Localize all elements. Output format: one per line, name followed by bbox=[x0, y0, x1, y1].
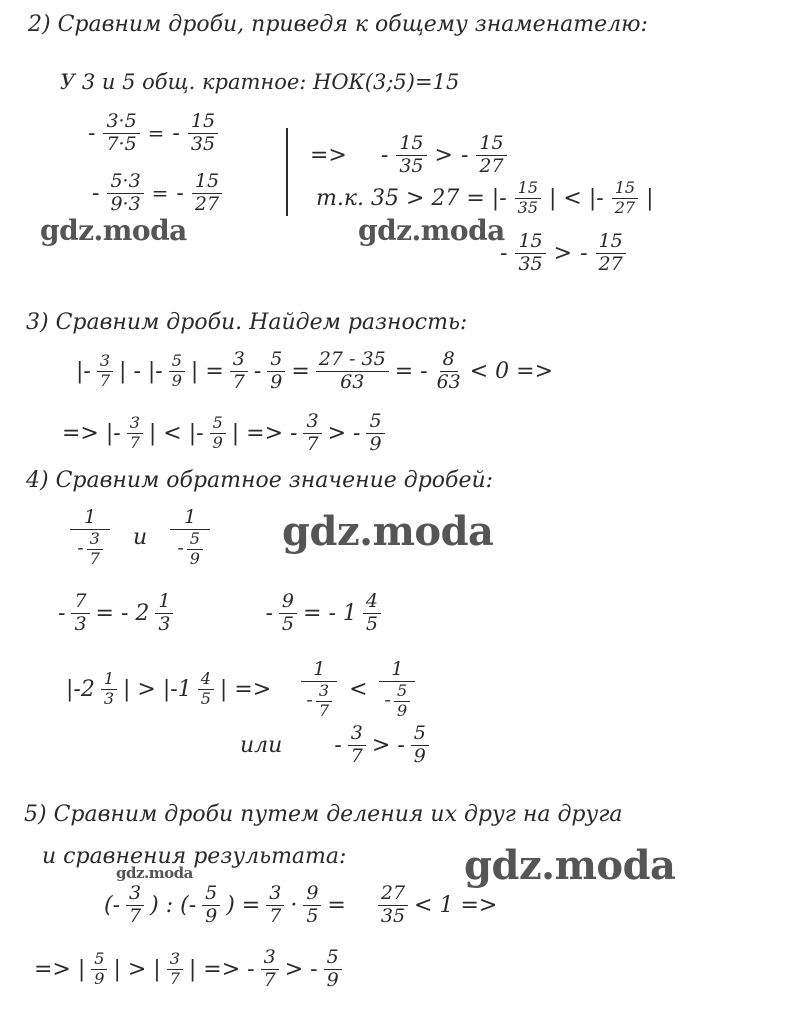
fraction bbox=[103, 112, 139, 155]
text: - bbox=[77, 537, 84, 560]
text: < 1 => bbox=[414, 892, 498, 918]
s4-eq-1 bbox=[70, 508, 210, 568]
numerator: 1 bbox=[155, 592, 173, 614]
numerator: 15 bbox=[396, 134, 426, 156]
numerator: 3 bbox=[303, 412, 321, 434]
fraction bbox=[394, 680, 410, 720]
denominator: 9 bbox=[270, 370, 283, 393]
text: |-2 bbox=[66, 677, 95, 703]
denominator: 5 bbox=[365, 612, 378, 635]
denominator: 5 bbox=[281, 612, 295, 635]
denominator: 7 bbox=[306, 432, 319, 455]
fraction bbox=[515, 232, 545, 275]
denominator: 7 bbox=[99, 370, 111, 390]
fraction bbox=[316, 680, 332, 720]
text: т.к. 35 > 27 = |- bbox=[316, 185, 507, 211]
numerator: 15 bbox=[515, 232, 545, 254]
numerator: 1 bbox=[70, 508, 110, 530]
numerator: 9 bbox=[303, 884, 321, 906]
denominator: 7 bbox=[89, 548, 100, 568]
denominator: 9 bbox=[94, 968, 105, 988]
fraction bbox=[303, 412, 321, 455]
fraction bbox=[596, 232, 626, 275]
fraction bbox=[107, 172, 143, 215]
section-2-heading: 2) Сравним дроби, приведя к общему знаменателю: bbox=[28, 12, 648, 37]
text: | > |-1 bbox=[123, 677, 192, 703]
denominator bbox=[303, 682, 335, 720]
fraction bbox=[348, 724, 366, 767]
text: - bbox=[92, 180, 100, 206]
numerator: 4 bbox=[363, 592, 381, 614]
denominator: 9 bbox=[326, 968, 339, 991]
numerator: 15 bbox=[188, 112, 218, 134]
fraction bbox=[476, 134, 506, 177]
numerator: 5 bbox=[366, 412, 384, 434]
denominator: 63 bbox=[436, 370, 461, 393]
text: - bbox=[580, 240, 588, 266]
s4-eq-3 bbox=[66, 660, 415, 720]
fraction bbox=[192, 172, 222, 215]
text: ) : (- bbox=[150, 892, 197, 918]
numerator: 3 bbox=[261, 948, 279, 970]
text: < 0 => bbox=[469, 358, 554, 384]
denominator: 27 bbox=[614, 197, 636, 217]
numerator: 3·5 bbox=[103, 112, 139, 134]
s2-eq-b bbox=[92, 172, 222, 215]
denominator: 9 bbox=[189, 548, 200, 568]
fraction bbox=[266, 884, 284, 927]
denominator: 9 bbox=[212, 432, 223, 452]
fraction bbox=[279, 592, 297, 635]
fraction bbox=[324, 948, 342, 991]
text: > bbox=[434, 142, 453, 168]
text: - bbox=[384, 689, 391, 712]
denominator: 9 bbox=[369, 432, 382, 455]
denominator: 27 bbox=[479, 154, 504, 177]
numerator: 3 bbox=[230, 350, 248, 372]
text: - bbox=[380, 142, 389, 168]
watermark: gdz.moda bbox=[358, 214, 505, 247]
denominator: 27 bbox=[194, 192, 220, 215]
text: - bbox=[58, 600, 66, 626]
text: > - bbox=[284, 956, 318, 982]
fraction bbox=[379, 660, 415, 720]
s2-eq-d bbox=[316, 180, 653, 217]
watermark: gdz.moda bbox=[116, 864, 193, 882]
numerator: 5 bbox=[411, 724, 429, 746]
section-2-lcm: У 3 и 5 общ. кратное: НОК(3;5)=15 bbox=[60, 70, 460, 94]
numerator: 1 bbox=[101, 671, 117, 690]
numerator: 5 bbox=[324, 948, 342, 970]
denominator: 35 bbox=[399, 154, 424, 177]
denominator: 35 bbox=[380, 904, 406, 927]
denominator: 9·3 bbox=[110, 192, 141, 215]
numerator: 27 bbox=[378, 884, 408, 906]
fraction bbox=[303, 884, 321, 927]
text: = - bbox=[394, 358, 428, 384]
fraction bbox=[301, 660, 337, 720]
fraction bbox=[187, 528, 203, 568]
fraction bbox=[434, 350, 464, 393]
text: > - bbox=[371, 732, 405, 758]
denominator: 7 bbox=[269, 904, 282, 927]
s2-eq-a bbox=[88, 112, 218, 155]
numerator: 7 bbox=[71, 592, 89, 614]
denominator: 5 bbox=[306, 904, 319, 927]
numerator: 3 bbox=[126, 884, 144, 906]
denominator: 9 bbox=[396, 700, 408, 720]
s2-eq-e bbox=[500, 232, 626, 275]
text: и bbox=[133, 525, 148, 551]
text: - bbox=[253, 358, 262, 384]
watermark: gdz.moda bbox=[40, 214, 187, 247]
text: | => bbox=[219, 677, 272, 703]
numerator: 3 bbox=[127, 415, 143, 434]
text: (- bbox=[104, 892, 121, 918]
denominator: 7 bbox=[263, 968, 276, 991]
fraction bbox=[155, 592, 173, 635]
numerator: 3 bbox=[316, 683, 332, 702]
s5-eq-2 bbox=[34, 948, 342, 991]
fraction bbox=[169, 353, 185, 390]
denominator: 63 bbox=[340, 370, 365, 393]
denominator: 3 bbox=[74, 612, 87, 635]
fraction bbox=[202, 884, 220, 927]
denominator: 3 bbox=[103, 689, 115, 709]
denominator: 7 bbox=[318, 700, 330, 720]
denominator: 9 bbox=[171, 370, 182, 390]
denominator: 5 bbox=[200, 689, 211, 709]
fraction bbox=[612, 180, 638, 217]
text: - bbox=[176, 180, 184, 206]
denominator bbox=[74, 530, 106, 568]
numerator: 5 bbox=[187, 531, 203, 550]
denominator: 7 bbox=[129, 432, 140, 452]
text: |- bbox=[76, 358, 91, 384]
text: | - |- bbox=[119, 358, 163, 384]
s4-eq-2 bbox=[58, 592, 381, 635]
text: => | bbox=[34, 956, 86, 982]
text: | < |- bbox=[148, 420, 204, 446]
text: - bbox=[265, 600, 273, 626]
numerator: 15 bbox=[192, 172, 222, 194]
denominator: 9 bbox=[413, 744, 426, 767]
denominator: 9 bbox=[205, 904, 218, 927]
text: = bbox=[327, 892, 346, 918]
numerator: 9 bbox=[279, 592, 297, 614]
denominator: 35 bbox=[190, 132, 216, 155]
text: | = bbox=[190, 358, 224, 384]
section-4-heading: 4) Сравним обратное значение дробей: bbox=[26, 468, 494, 493]
text: ) = bbox=[226, 892, 261, 918]
fraction bbox=[101, 671, 117, 708]
fraction bbox=[378, 884, 408, 927]
denominator: 7·5 bbox=[106, 132, 137, 155]
fraction bbox=[210, 415, 226, 452]
denominator: 7 bbox=[169, 968, 180, 988]
numerator: 5·3 bbox=[107, 172, 143, 194]
section-3-heading: 3) Сравним дроби. Найдем разность: bbox=[26, 310, 468, 335]
watermark: gdz.moda bbox=[282, 508, 494, 555]
numerator: 1 bbox=[379, 660, 415, 682]
s3-eq-2 bbox=[62, 412, 385, 455]
fraction bbox=[366, 412, 384, 455]
text: - bbox=[177, 537, 184, 560]
denominator: 7 bbox=[129, 904, 142, 927]
denominator: 35 bbox=[517, 197, 539, 217]
numerator: 5 bbox=[169, 353, 185, 372]
numerator: 5 bbox=[267, 350, 285, 372]
fraction bbox=[188, 112, 218, 155]
text: = bbox=[291, 358, 310, 384]
numerator: 3 bbox=[87, 531, 103, 550]
text: - bbox=[460, 142, 469, 168]
s3-eq-1 bbox=[76, 350, 553, 393]
text: = - 1 bbox=[303, 600, 357, 626]
numerator: 8 bbox=[440, 350, 458, 372]
divider-line bbox=[286, 128, 288, 216]
denominator: 7 bbox=[232, 370, 245, 393]
s2-eq-c bbox=[310, 134, 507, 177]
text: | => - bbox=[188, 956, 255, 982]
s4-eq-4 bbox=[240, 724, 429, 767]
fraction bbox=[261, 948, 279, 991]
denominator: 3 bbox=[158, 612, 171, 635]
numerator: 3 bbox=[266, 884, 284, 906]
denominator: 27 bbox=[598, 252, 623, 275]
fraction bbox=[363, 592, 381, 635]
numerator: 1 bbox=[301, 660, 337, 682]
text: - bbox=[500, 240, 508, 266]
section-5-heading: 5) Сравним дроби путем деления их друг на друга bbox=[24, 802, 623, 827]
fraction bbox=[126, 884, 144, 927]
numerator: 1 bbox=[170, 508, 210, 530]
text: | < |- bbox=[549, 185, 604, 211]
text: => bbox=[310, 142, 347, 168]
numerator: 15 bbox=[596, 232, 626, 254]
text: | bbox=[646, 185, 654, 211]
text: - bbox=[334, 732, 342, 758]
fraction bbox=[396, 134, 426, 177]
fraction bbox=[97, 353, 113, 390]
fraction bbox=[70, 508, 110, 568]
text: | > | bbox=[113, 956, 161, 982]
section-5-heading-cont: и сравнения результата: bbox=[42, 844, 347, 869]
numerator: 5 bbox=[202, 884, 220, 906]
text: - bbox=[88, 120, 96, 146]
numerator: 15 bbox=[612, 180, 638, 199]
fraction bbox=[316, 350, 389, 393]
fraction bbox=[167, 951, 183, 988]
numerator: 3 bbox=[97, 353, 113, 372]
denominator: 7 bbox=[350, 744, 363, 767]
fraction bbox=[91, 951, 107, 988]
text: = - 2 bbox=[95, 600, 150, 626]
fraction bbox=[230, 350, 248, 393]
text: < bbox=[349, 677, 368, 703]
fraction bbox=[170, 508, 210, 568]
fraction bbox=[411, 724, 429, 767]
text: - bbox=[306, 689, 313, 712]
numerator: 27 - 35 bbox=[316, 350, 389, 372]
text: > bbox=[553, 240, 573, 266]
text: - bbox=[172, 120, 180, 146]
text: > - bbox=[327, 420, 361, 446]
text: · bbox=[290, 892, 298, 918]
numerator: 3 bbox=[348, 724, 366, 746]
text: => |- bbox=[62, 420, 121, 446]
text: = bbox=[147, 121, 165, 146]
numerator: 5 bbox=[394, 683, 410, 702]
text: или bbox=[240, 732, 283, 758]
fraction bbox=[515, 180, 541, 217]
fraction bbox=[198, 671, 214, 708]
numerator: 15 bbox=[515, 180, 541, 199]
fraction bbox=[87, 528, 103, 568]
fraction bbox=[267, 350, 285, 393]
fraction bbox=[71, 592, 89, 635]
numerator: 5 bbox=[91, 951, 107, 970]
text: | => - bbox=[231, 420, 298, 446]
numerator: 3 bbox=[167, 951, 183, 970]
denominator bbox=[382, 682, 414, 720]
text: = bbox=[151, 181, 169, 206]
numerator: 4 bbox=[198, 671, 214, 690]
denominator bbox=[174, 530, 206, 568]
numerator: 5 bbox=[210, 415, 226, 434]
numerator: 15 bbox=[476, 134, 506, 156]
watermark: gdz.moda bbox=[464, 842, 676, 889]
s5-eq-1 bbox=[104, 884, 497, 927]
denominator: 35 bbox=[518, 252, 543, 275]
fraction bbox=[127, 415, 143, 452]
